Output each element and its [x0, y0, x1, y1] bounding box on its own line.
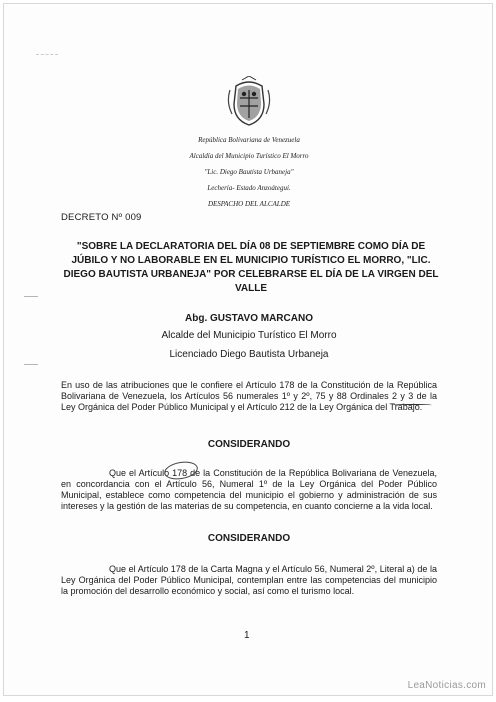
letterhead [154, 132, 344, 212]
watermark: LeaNoticias.com [407, 680, 486, 691]
paragraph-considerando-1: Que el Artículo 178 de la Constitución de la República Bolivariana de Venezuela, en concordancia con el Artículo 56, Numeral 1º de la Ley Orgánica del Poder Público Municipal, establece como competencia del municipio el gobierno y administración de sus intereses y la gestión de las materias de su competencia, en cuanto concierne a la vida local. [61, 468, 437, 511]
scan-smudge [36, 54, 58, 67]
signatory-subtitle: Licenciado Diego Bautista Urbaneja [169, 349, 329, 360]
heading-considerando-1: CONSIDERANDO [207, 439, 291, 450]
paragraph-considerando-2: Que el Artículo 178 de la Carta Magna y el Artículo 56, Numeral 2º, Literal a) de la Ley Orgánica del Poder Público Municipal, contemplan entre las competencias del municipio la promoción del desarrollo económico y social, así como el turismo local. [61, 564, 437, 596]
signatory-role: Alcalde del Municipio Turístico El Morro [161, 330, 337, 341]
margin-mark [24, 364, 38, 365]
letterhead-municipality: "Lic. Diego Bautista Urbaneja" [204, 168, 294, 176]
decree-title: "SOBRE LA DECLARATORIA DEL DÍA 08 DE SEPTIEMBRE COMO DÍA DE JÚBILO Y NO LABORABLE EN EL MUNICIPIO TURÍSTICO EL MORRO, "LIC. DIEGO BAUTISTA URBANEJA" POR CELEBRARSE EL DÍA DE LA VIRGEN DEL VALLE [63, 241, 439, 294]
page-number: 1 [244, 630, 250, 641]
letterhead-department: DESPACHO DEL ALCALDE [207, 200, 291, 208]
letterhead-location: Lechería- Estado Anzoátegui. [207, 184, 291, 192]
document-page [3, 3, 493, 696]
letterhead-office: Alcaldía del Municipio Turístico El Morro [189, 152, 309, 160]
paragraph-attributions: En uso de las atribuciones que le confiere el Artículo 178 de la Constitución de la República Bolivariana de Venezuela, los Artículos 56 numerales 1º y 2º, 75 y 88 Ordinales 2 y 3 de la Ley Orgánica del Poder Público Municipal y el Artículo 212 de la Ley Orgánica del Trabajo. [61, 380, 437, 412]
pen-underline-mark [392, 404, 432, 407]
decree-number: DECRETO Nº 009 [61, 212, 142, 223]
letterhead-country: República Bolivariana de Venezuela [198, 136, 300, 144]
heading-considerando-2: CONSIDERANDO [207, 533, 291, 544]
municipal-seal-icon [224, 76, 274, 128]
margin-mark [24, 296, 38, 297]
signatory-name: Abg. GUSTAVO MARCANO [185, 313, 313, 324]
